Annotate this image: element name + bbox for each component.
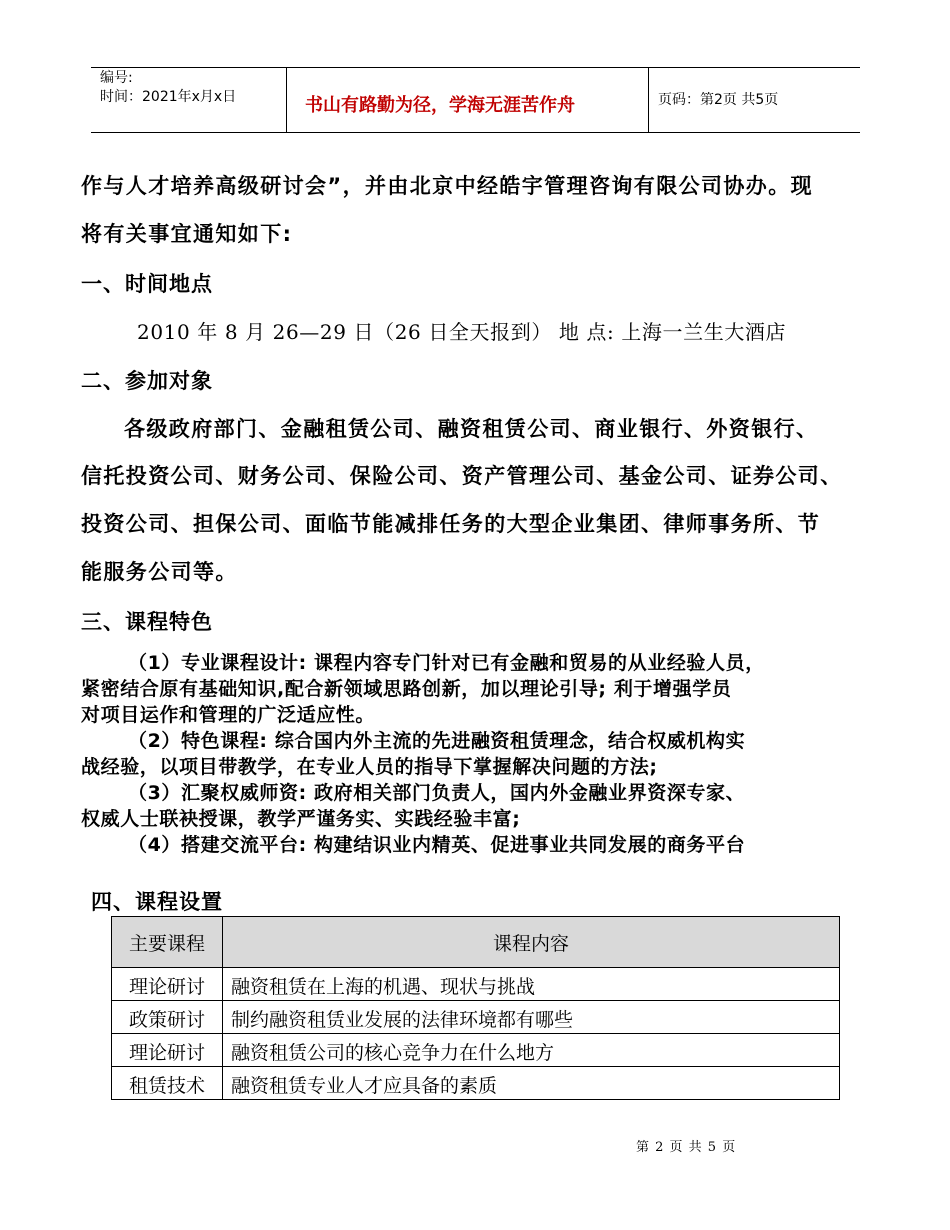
header-motto: 书山有路勤为径，学海无涯苦作舟 bbox=[305, 95, 575, 116]
table-header-cell: 主要课程 bbox=[112, 917, 223, 968]
header-bottom-rule bbox=[91, 132, 860, 133]
table-row bbox=[112, 1034, 840, 1067]
section3-line: （1）专业课程设计: 课程内容专门针对已有金融和贸易的从业经验人员， bbox=[128, 652, 765, 674]
table-row bbox=[112, 1067, 840, 1100]
table-row bbox=[112, 1001, 840, 1034]
header-page-info: 页码：第2页 共5页 bbox=[658, 92, 779, 108]
header-top-rule bbox=[91, 67, 860, 68]
section3-line: 对项目运作和管理的广泛适应性。 bbox=[81, 704, 376, 726]
section3-title: 三、课程特色 bbox=[81, 610, 213, 634]
table-cell-course: 理论研讨 bbox=[112, 1034, 223, 1067]
section2-line: 各级政府部门、金融租赁公司、融资租赁公司、商业银行、外资银行、 bbox=[124, 417, 819, 441]
table-cell-content: 融资租赁在上海的机遇、现状与挑战 bbox=[223, 968, 840, 1001]
section2-line: 信托投资公司、财务公司、保险公司、资产管理公司、基金公司、证券公司、 bbox=[81, 464, 843, 488]
section3-line: 权威人士联袂授课，教学严谨务实、实践经验丰富; bbox=[81, 808, 521, 830]
header-divider-right bbox=[648, 67, 649, 132]
section2-line: 投资公司、担保公司、面临节能减排任务的大型企业集团、律师事务所、节 bbox=[81, 512, 821, 536]
header-time-label: 时间：2021年x月x日 bbox=[100, 89, 237, 105]
section3-line: （3）汇聚权威师资: 政府相关部门负责人，国内外金融业界资深专家、 bbox=[128, 782, 746, 804]
section3-line: 紧密结合原有基础知识,配合新领域思路创新，加以理论引导; 利于增强学员 bbox=[81, 678, 732, 700]
header-number-label: 编号: bbox=[100, 70, 133, 86]
section3-line: （4）搭建交流平台: 构建结识业内精英、促进事业共同发展的商务平台 bbox=[128, 834, 746, 856]
table-header-row bbox=[112, 917, 840, 968]
table-row bbox=[112, 968, 840, 1001]
section2-line: 能服务公司等。 bbox=[81, 560, 238, 584]
header-divider-left bbox=[286, 67, 287, 132]
table-cell-course: 租赁技术 bbox=[112, 1067, 223, 1100]
table-header-cell: 课程内容 bbox=[223, 917, 840, 968]
section3-line: 战经验，以项目带教学，在专业人员的指导下掌握解决问题的方法; bbox=[81, 756, 658, 778]
page-footer: 第 2 页 共 5 页 bbox=[636, 1140, 737, 1155]
table-cell-content: 制约融资租赁业发展的法律环境都有哪些 bbox=[223, 1001, 840, 1034]
table-cell-content: 融资租赁公司的核心竞争力在什么地方 bbox=[223, 1034, 840, 1067]
section4-title: 四、课程设置 bbox=[91, 890, 223, 914]
section1-title: 一、时间地点 bbox=[81, 272, 213, 296]
section3-line: （2）特色课程: 综合国内外主流的先进融资租赁理念，结合权威机构实 bbox=[128, 730, 746, 752]
intro-line-2: 将有关事宜通知如下: bbox=[81, 222, 293, 246]
section2-title: 二、参加对象 bbox=[81, 369, 213, 393]
table-cell-content: 融资租赁专业人才应具备的素质 bbox=[223, 1067, 840, 1100]
table-cell-course: 理论研讨 bbox=[112, 968, 223, 1001]
table-cell-course: 政策研讨 bbox=[112, 1001, 223, 1034]
course-table bbox=[111, 916, 840, 1100]
intro-line-1: 作与人才培养高级研讨会”，并由北京中经皓宇管理咨询有限公司协办。现 bbox=[81, 174, 813, 198]
section1-text: 2010 年 8 月 26—29 日（26 日全天报到） 地 点: 上海一兰生大酒店 bbox=[137, 320, 787, 344]
